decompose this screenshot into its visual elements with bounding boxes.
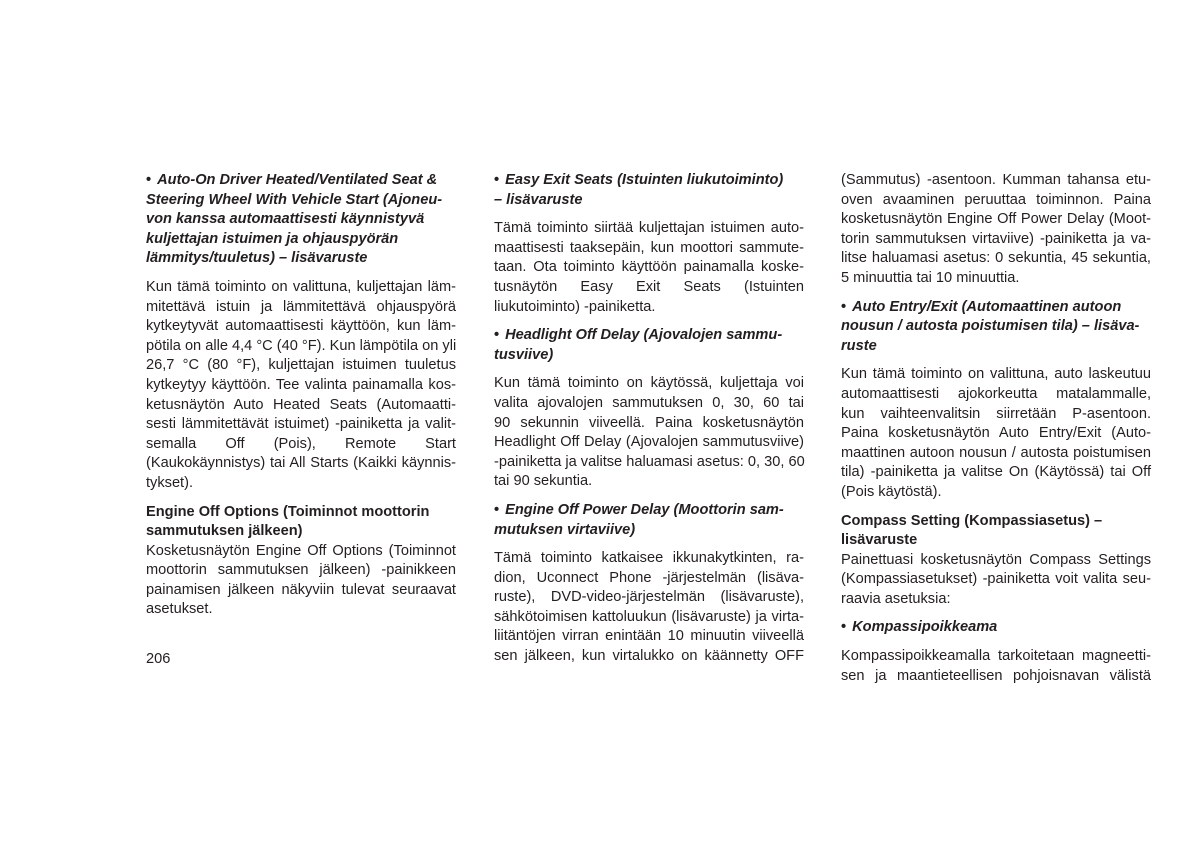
text-line: oven avaaminen peruuttaa toiminnon. Paina (841, 191, 1151, 208)
bullet-icon: • (841, 619, 847, 636)
text-line: tykset). (146, 474, 194, 491)
heading-text: Auto Entry/Exit (Automaattinen autoon (852, 298, 1122, 315)
heading-text: Easy Exit Seats (Istuinten liukutoiminto) (505, 172, 784, 188)
body-paragraph (494, 219, 804, 317)
text-line: automaattisesti ajokorkeutta matalammalle, (841, 385, 1151, 402)
text-line: tusnäytön Easy Exit Seats (Istuinten (494, 278, 804, 295)
text-line: 5 minuuttia tai 10 minuuttia. (841, 269, 1020, 286)
heading-line: kuljettajan istuimen ja ohjauspyörän (146, 230, 399, 247)
text-line: raavia asetuksia: (841, 590, 951, 607)
heading-text: Engine Off Power Delay (Moottorin sam- (505, 501, 784, 518)
heading-line (494, 171, 804, 191)
text-line: sen jälkeen, kun virtalukko on käännetty OFF (494, 648, 804, 665)
bullet-heading (146, 171, 456, 269)
text-line: torin sammutuksen virtaviive) -painiketta ja va- (841, 230, 1151, 247)
text-line: kytkeytyvät automaattisesti käyttöön, kun läm- (146, 318, 456, 335)
heading-line (841, 618, 1151, 638)
heading-line: mutuksen virtaviive) (494, 521, 636, 538)
text-line: Paina kosketusnäytön Auto Entry/Exit (Auto- (841, 425, 1151, 442)
body-paragraph (841, 551, 1151, 610)
text-line: sen ja maantieteellisen pohjoisnavan välistä (841, 667, 1151, 684)
heading-text: Auto-On Driver Heated/Ventilated Seat & (157, 172, 438, 188)
text-line: (Kaukokäynnistys) tai All Starts (Kaikki käynnis- (146, 455, 456, 472)
section-heading (146, 503, 456, 542)
text-line: Kun tämä toiminto on valittuna, auto laskeutuu (841, 366, 1151, 383)
text-line: Kun tämä toiminto on valittuna, kuljettajan läm- (146, 278, 456, 295)
text-line: Tämä toiminto siirtää kuljettajan istuimen auto- (494, 220, 804, 237)
text-line: liitäntöjen virran enintään 10 minuutin viiveellä (494, 628, 804, 645)
heading-line: – lisävaruste (494, 191, 583, 208)
bullet-icon: • (494, 172, 500, 188)
text-line: 90 sekunnin viiveellä. Paina kosketusnäytön (494, 414, 804, 431)
bullet-heading (494, 326, 804, 365)
heading-line: Steering Wheel With Vehicle Start (Ajoneu- (146, 191, 443, 208)
heading-text: Kompassipoikkeama (852, 619, 998, 636)
bullet-heading (494, 171, 804, 210)
text-line: kosketusnäytön Engine Off Power Delay (Moot- (841, 211, 1151, 228)
text-line: moottorin sammutuksen jälkeen) -painikkeen (146, 562, 456, 579)
text-line: maattisesti taaksepäin, kun moottori sammute- (494, 239, 804, 256)
text-line: Kompassipoikkeamalla tarkoitetaan magneetti- (841, 648, 1151, 665)
text-line: sesti lämmitettävät istuimet) -painiketta ja valit- (146, 416, 456, 433)
text-line: liukutoiminto) -painiketta. (494, 298, 656, 315)
bullet-icon: • (494, 501, 500, 518)
text-line: maattinen autoon nousun / autosta poistumisen (841, 444, 1151, 461)
text-line: (Kompassiasetukset) -painiketta voit valita seu- (841, 571, 1151, 588)
body-paragraph (841, 647, 1151, 686)
heading-text: Headlight Off Delay (Ajovalojen sammu- (505, 327, 783, 344)
page-number: 206 (146, 651, 171, 667)
heading-line: Engine Off Options (Toiminnot moottorin (146, 503, 430, 520)
text-line: asetukset. (146, 601, 213, 618)
text-line: (Pois käytöstä). (841, 483, 942, 500)
text-line: valita ajovalojen sammutuksen 0, 30, 60 tai (494, 394, 804, 411)
heading-line (494, 501, 804, 521)
text-line: dion, Uconnect Phone -järjestelmän (lisäva- (494, 569, 804, 586)
heading-line: lämmitys/tuuletus) – lisävaruste (146, 250, 368, 267)
body-paragraph (494, 374, 804, 492)
heading-line: von kanssa automaattisesti käynnistyvä (146, 211, 425, 228)
text-line: tila) -painiketta ja valitse On (Käytössä) tai Off (841, 464, 1151, 481)
column-middle (494, 171, 804, 676)
text-line: pötila on alle 4,4 °C (40 °F). Kun lämpötila on yli (146, 337, 457, 354)
body-paragraph (146, 278, 456, 494)
text-line: sähkötoimisen kattoluukun (lisävaruste) ja virta- (494, 608, 804, 625)
text-line: 26,7 °C (80 °F), kuljettajan istuimen tuuletus (146, 357, 456, 374)
text-line: ruste), DVD-video-järjestelmän (lisävaruste), (494, 589, 804, 606)
text-line: Painettuasi kosketusnäytön Compass Settings (841, 551, 1151, 568)
text-line: Kosketusnäytön Engine Off Options (Toiminnot (146, 542, 456, 559)
text-line: kun vaihteenvalitsin siirretään P-asentoon. (841, 405, 1151, 422)
text-line: Headlight Off Delay (Ajovalojen sammutusviive) (494, 434, 804, 451)
text-line: semalla Off (Pois), Remote Start (146, 435, 456, 452)
heading-line: ruste (841, 337, 877, 354)
text-line: (Sammutus) -asentoon. Kumman tahansa etu- (841, 172, 1151, 188)
body-paragraph (841, 365, 1151, 502)
text-line: tai 90 sekuntia. (494, 473, 593, 490)
text-line: painamisen jälkeen näkyviin tulevat seuraavat (146, 581, 456, 598)
text-line: mitettävä istuin ja lämmitettävä ohjauspyörä (146, 298, 456, 315)
heading-line (494, 326, 804, 346)
text-line: -painiketta ja valitse haluamasi asetus: 0, 30, 60 (494, 453, 805, 470)
bullet-icon: • (146, 172, 152, 188)
heading-line: Compass Setting (Kompassiasetus) – (841, 512, 1103, 529)
text-line: litse haluamasi asetus: 0 sekuntia, 45 sekuntia, (841, 250, 1151, 267)
column-left (146, 171, 456, 629)
body-paragraph (494, 549, 804, 667)
heading-line: lisävaruste (841, 532, 918, 549)
text-line: Tämä toiminto katkaisee ikkunakytkinten, ra- (494, 550, 804, 567)
heading-line: sammutuksen jälkeen) (146, 523, 303, 540)
bullet-heading (494, 501, 804, 540)
column-right (841, 171, 1151, 695)
text-line: ketusnäytön Auto Heated Seats (Automaatti- (146, 396, 456, 413)
heading-line (841, 298, 1151, 318)
text-line: kytkeytyy käyttöön. Tee valinta painamalla kos- (146, 376, 456, 393)
text-line: Kun tämä toiminto on käytössä, kuljettaja voi (494, 375, 804, 392)
heading-line: nousun / autosta poistumisen tila) – lisäva- (841, 318, 1140, 335)
bullet-heading (841, 618, 1151, 638)
body-paragraph (146, 542, 456, 620)
bullet-icon: • (841, 298, 847, 315)
heading-line: tusviive) (494, 346, 554, 363)
section-heading (841, 512, 1151, 551)
bullet-heading (841, 298, 1151, 357)
bullet-icon: • (494, 327, 500, 344)
text-line: taan. Ota toiminto käyttöön painamalla koske- (494, 259, 804, 276)
heading-line (146, 171, 456, 191)
body-paragraph (841, 171, 1151, 289)
